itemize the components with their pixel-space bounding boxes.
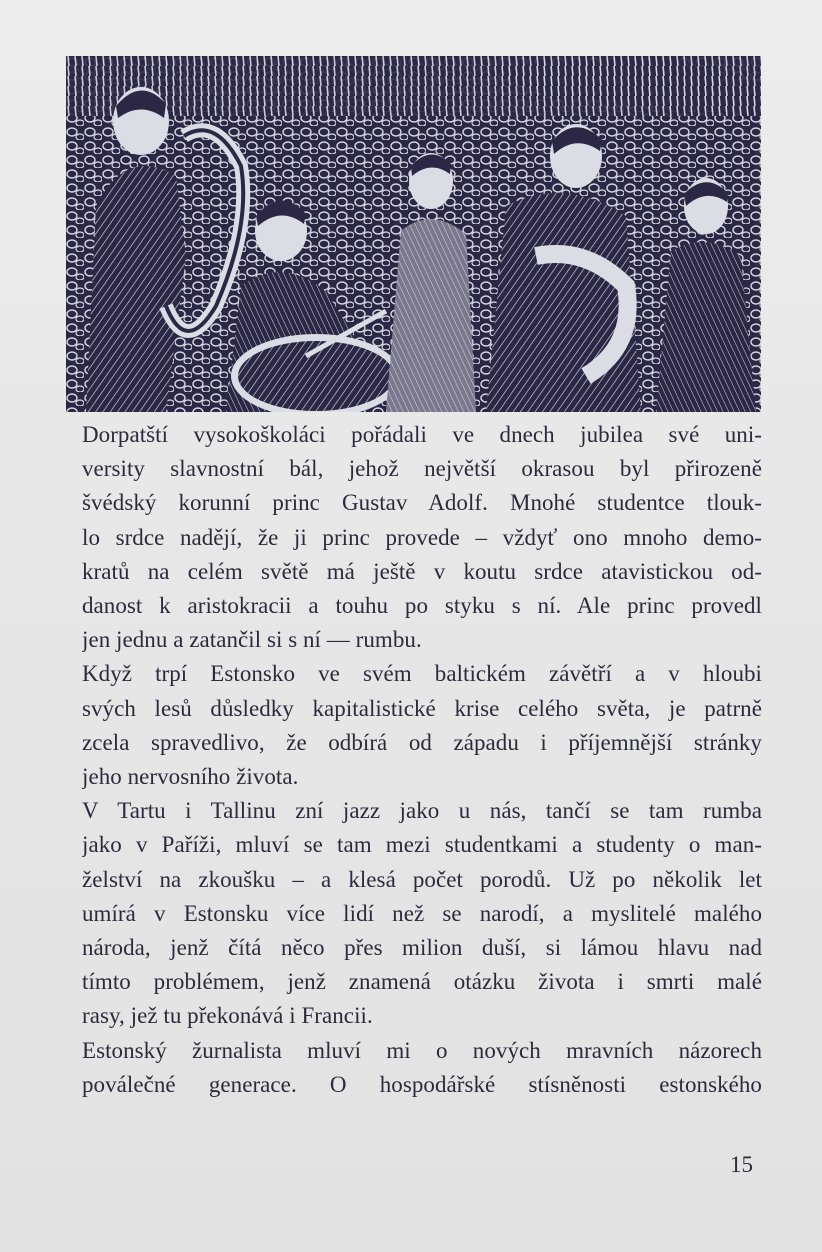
text-line: národa, jenž čítá něco přes milion duší, si lámou hlavu nad <box>82 935 762 961</box>
text-line: jen jednu a zatančil si s ní — rumbu. <box>82 627 422 653</box>
text-line: Když trpí Estonsko ve svém baltickém závětří a v hloubi <box>82 661 762 687</box>
text-line: Estonský žurnalista mluví mi o nových mravních názorech <box>82 1037 762 1063</box>
paragraph-4 <box>82 1034 762 1102</box>
text-line: lo srdce nadějí, že ji princ provede – vždyť ono mnoho demo- <box>82 524 762 550</box>
text-line: jeho nervosního života. <box>82 764 299 790</box>
text-line: umírá v Estonsku více lidí než se narodí, a myslitelé malého <box>82 900 762 926</box>
page-number: 15 <box>730 1152 753 1177</box>
woodcut-jazz-ball-image <box>66 56 761 412</box>
text-line: svých lesů důsledky kapitalistické krise celého světa, je patrně <box>82 695 762 721</box>
paragraph-1 <box>82 418 762 657</box>
paragraph-3 <box>82 794 762 1033</box>
text-line: želství na zkoušku – a klesá počet porodů. Už po několik let <box>82 866 762 892</box>
text-line: rasy, jež tu překonává i Francii. <box>82 1003 373 1029</box>
woodcut-illustration <box>66 56 761 412</box>
text-line: Dorpatští vysokoškoláci pořádali ve dnech jubilea své uni- <box>82 422 762 447</box>
text-line: poválečné generace. O hospodářské stísněnosti estonského <box>82 1071 762 1097</box>
body-text <box>82 418 762 1102</box>
text-line: V Tartu i Tallinu zní jazz jako u nás, tančí se tam rumba <box>82 798 762 824</box>
text-line: kratů na celém světě má ještě v koutu srdce atavistickou od- <box>82 558 762 584</box>
paragraph-2 <box>82 657 762 794</box>
text-line: jako v Paříži, mluví se tam mezi studentkami a studenty o man- <box>82 832 762 858</box>
text-line: versity slavnostní bál, jehož největší okrasou byl přirozeně <box>82 456 762 482</box>
text-line: zcela spravedlivo, že odbírá od západu i příjemnější stránky <box>82 729 762 755</box>
text-line: danost k aristokracii a touhu po styku s ní. Ale princ provedl <box>82 593 762 619</box>
text-line: švédský korunní princ Gustav Adolf. Mnohé studentce tlouk- <box>82 490 762 516</box>
text-line: tímto problémem, jenž znamená otázku života i smrti malé <box>82 969 762 995</box>
